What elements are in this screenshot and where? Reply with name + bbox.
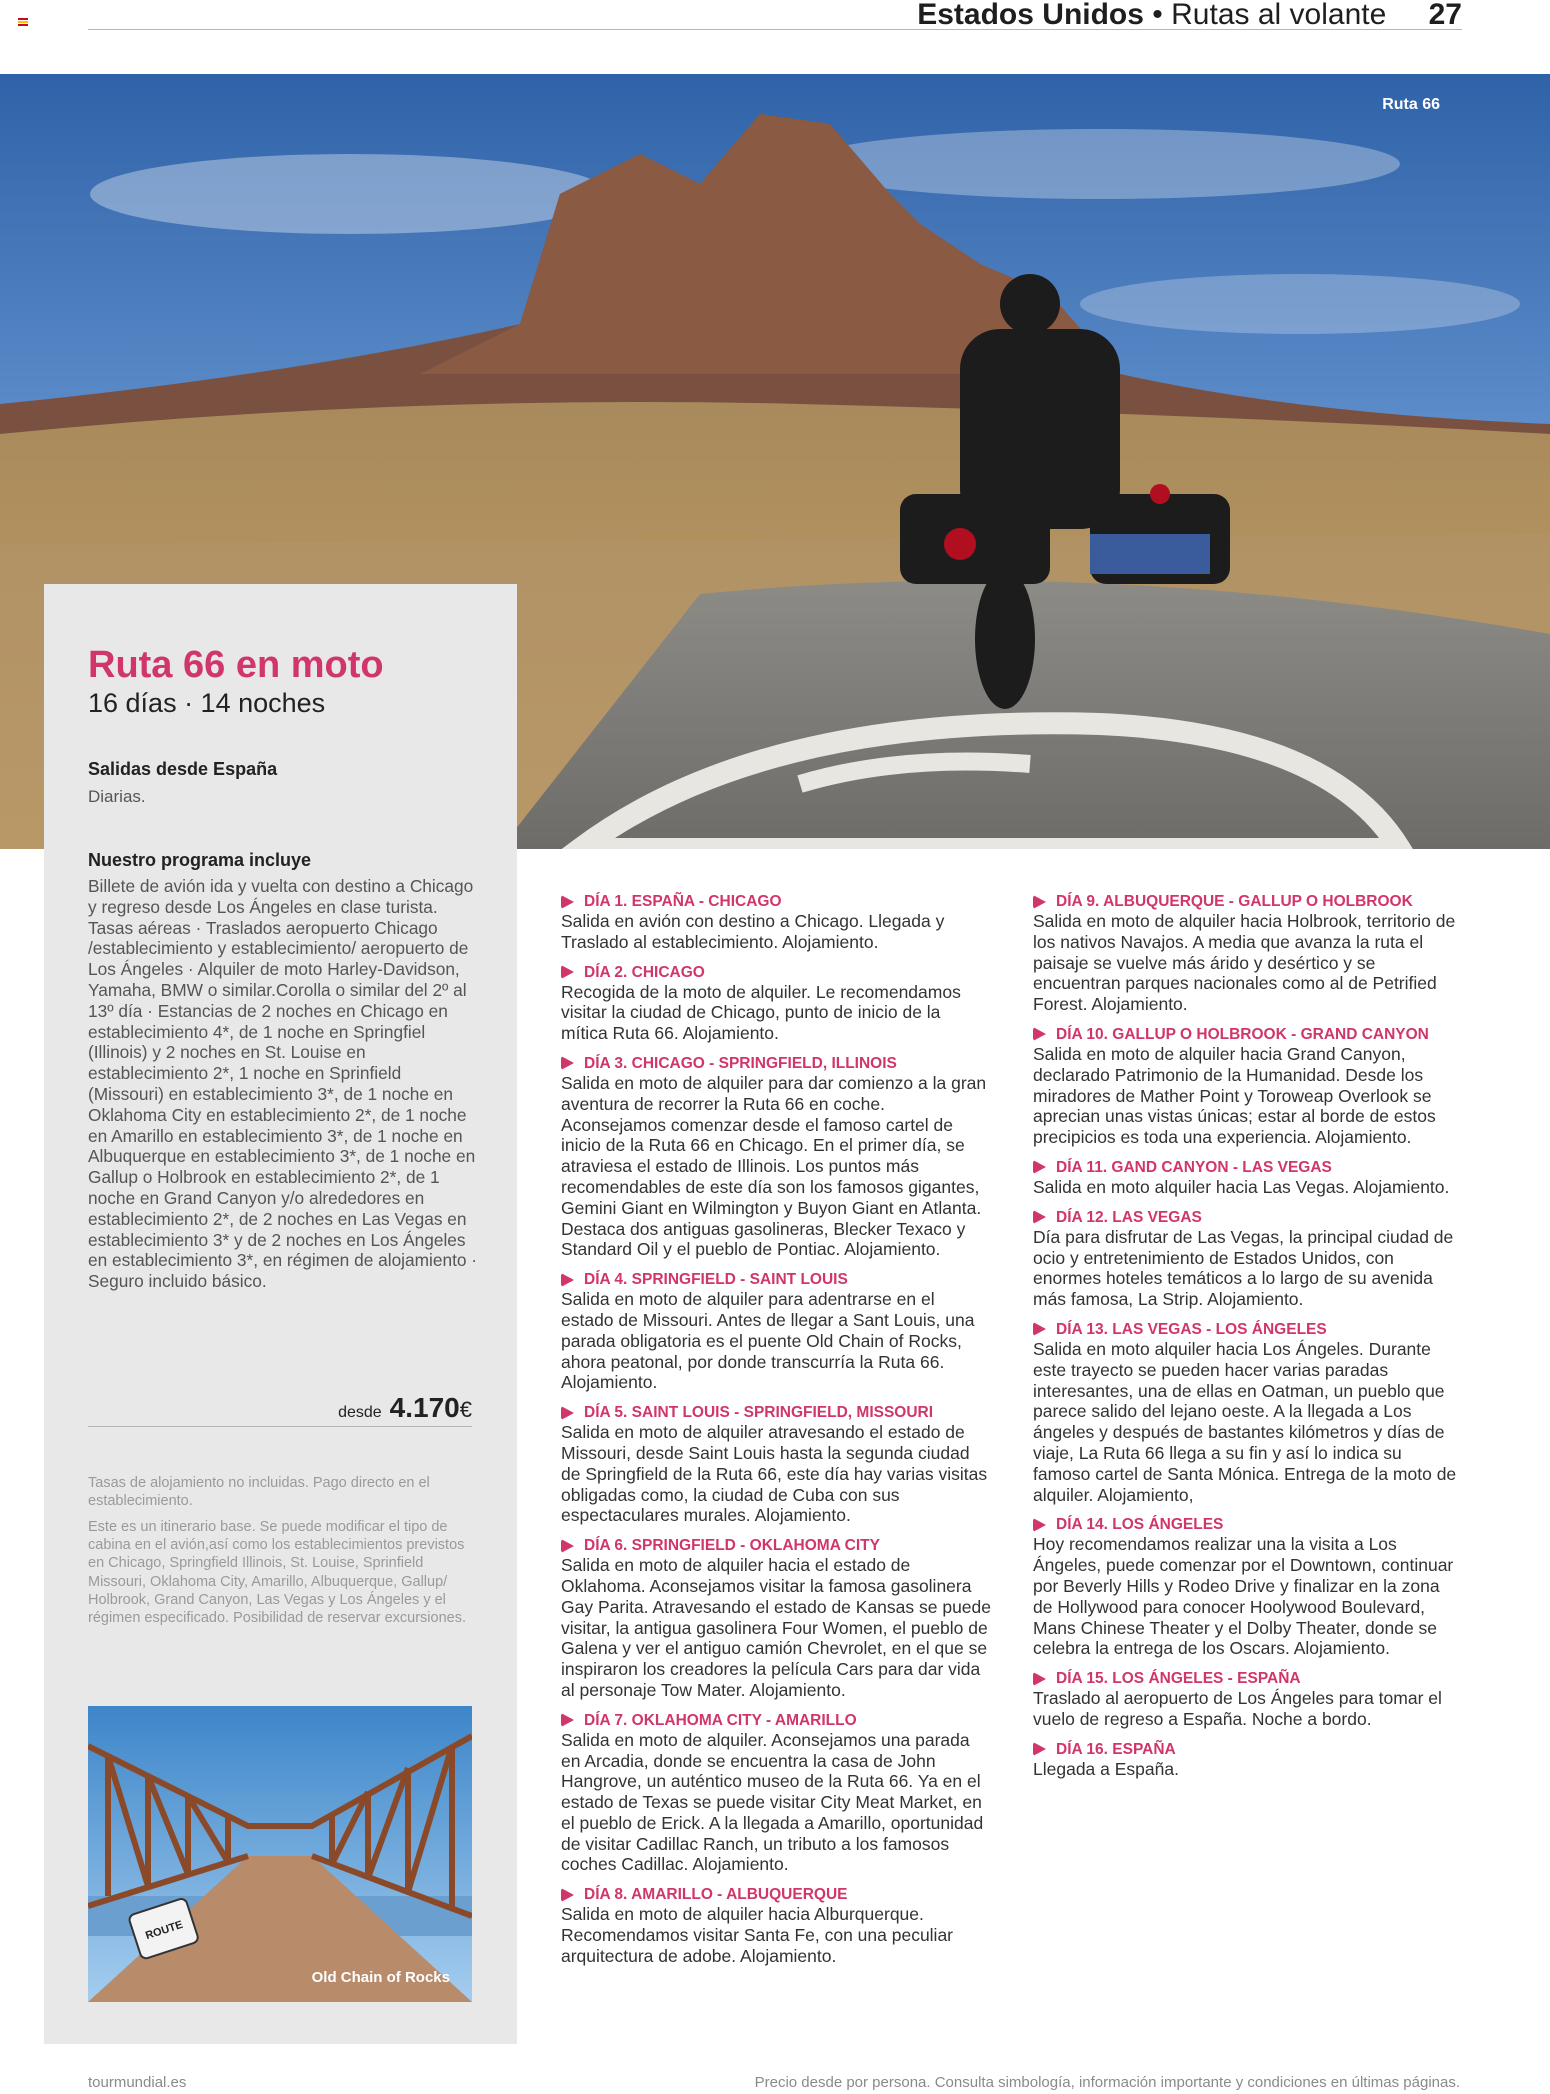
departures-text: Diarias. [88, 787, 146, 806]
day-title: DÍA 10. GALLUP O HOLBROOK - GRAND CANYON [1056, 1025, 1429, 1043]
bullet-arrow-icon [1033, 1027, 1046, 1041]
bullet-arrow-icon [561, 1539, 574, 1553]
itinerary-day [561, 963, 991, 1044]
hero-caption: Ruta 66 [1382, 96, 1440, 113]
program-heading: Nuestro programa incluye [88, 850, 312, 870]
day-text: Salida en moto de alquiler hacia el estado de Oklahoma. Aconsejamos visitar la famosa gasolinera Gay Parita. Atravesando el estado de Kansas se puede visitar, la antigua gasolinera Four Women, el pueblo de Galena y ver el antiguo camión Chevrolet, en el que se inspiraron los creadores la película Cars para dar vida al personaje Tow Mater. Alojamiento. [561, 1555, 992, 1700]
day-text: Salida en avión con destino a Chicago. Llegada y Traslado al establecimiento. Alojamiento. [561, 911, 945, 952]
day-title: DÍA 2. CHICAGO [584, 963, 705, 981]
bullet-arrow-icon [1033, 1160, 1046, 1174]
bullet-arrow-icon [561, 965, 574, 979]
day-title: DÍA 3. CHICAGO - SPRINGFIELD, ILLINOIS [584, 1054, 897, 1072]
day-title: DÍA 7. OKLAHOMA CITY - AMARILLO [584, 1711, 857, 1729]
day-text: Salida en moto de alquiler para adentrarse en el estado de Missouri. Antes de llegar a Sant Louis, una parada obligatoria es el puente Old Chain of Rocks, ahora peatonal, por donde transcurría la Ruta 66. Alojamiento. [561, 1289, 975, 1393]
day-title: DÍA 11. GAND CANYON - LAS VEGAS [1056, 1158, 1332, 1176]
price-currency: € [459, 1397, 472, 1422]
bullet-arrow-icon [1033, 1322, 1046, 1336]
day-title: DÍA 5. SAINT LOUIS - SPRINGFIELD, MISSOURI [584, 1404, 934, 1422]
day-title: DÍA 15. LOS ÁNGELES - ESPAÑA [1056, 1670, 1301, 1688]
bullet-arrow-icon [1033, 1672, 1046, 1686]
page-header [917, 0, 1462, 32]
itinerary-day [1033, 1515, 1463, 1659]
day-title: DÍA 8. AMARILLO - ALBUQUERQUE [584, 1886, 848, 1904]
itinerary-day [561, 1711, 991, 1876]
day-title: DÍA 16. ESPAÑA [1056, 1740, 1176, 1758]
day-text: Llegada a España. [1033, 1758, 1179, 1779]
tour-summary-card [44, 584, 517, 2044]
itinerary-day [1033, 1740, 1463, 1780]
bullet-arrow-icon [561, 1273, 574, 1287]
note-itinerary: Este es un itinerario base. Se puede modificar el tipo de cabina en el avión,así como los establecimientos previstos en Chicago, Springfield Illinois, St. Louise, Sprinfield Missouri, Oklahoma City, Amarillo, Albuquerque, Gallup/ Holbrook, Grand Canyon, Las Vegas y Los Ángeles y el régimen especificado. Posibilidad de reservar excursiones. [88, 1519, 466, 1627]
day-text: Salida en moto de alquiler atravesando el estado de Missouri, desde Saint Louis hasta la segunda ciudad de Springfield de la Ruta 66, este día hay varias visitas obligadas como, la ciudad de Cuba con sus espectaculares murales. Alojamiento. [561, 1422, 988, 1526]
bullet-arrow-icon [1033, 1742, 1046, 1756]
bridge-caption: Old Chain of Rocks [311, 1969, 450, 1986]
bullet-arrow-icon [561, 1406, 574, 1420]
price-prefix: desde [338, 1404, 382, 1421]
price-block [338, 1392, 472, 1424]
price-divider [88, 1426, 472, 1427]
day-text: Salida en moto de alquiler. Aconsejamos una parada en Arcadia, donde se encuentra la casa de John Hangrove, un auténtico museo de la Ruta 66. Ya en el estado de Texas se puede visitar City Meat Market, en el pueblo de Erick. A la llegada a Amarillo, oportunidad de visitar Cadillac Ranch, un tributo a los famosos coches Cadillac. Alojamiento. [561, 1729, 984, 1875]
bullet-arrow-icon [561, 1056, 574, 1070]
itinerary-column-left [561, 892, 991, 1977]
itinerary-day [561, 1403, 991, 1526]
bullet-arrow-icon [1033, 1210, 1046, 1224]
itinerary-day [1033, 1158, 1463, 1198]
tour-title: Ruta 66 en moto [88, 644, 384, 686]
day-text: Salida en moto alquiler hacia Las Vegas. Alojamiento. [1033, 1176, 1450, 1197]
header-section: Rutas al volante [1171, 0, 1387, 31]
itinerary-day [561, 1536, 991, 1701]
itinerary-day [561, 1885, 991, 1966]
day-title: DÍA 14. LOS ÁNGELES [1056, 1516, 1224, 1534]
bullet-arrow-icon [1033, 1518, 1046, 1532]
note-taxes: Tasas de alojamiento no incluidas. Pago directo en el establecimiento. [88, 1475, 430, 1509]
header-separator: • [1152, 0, 1163, 31]
day-text: Salida en moto de alquiler para dar comienzo a la gran aventura de recorrer la Ruta 66 en coche. Aconsejamos comenzar desde el famoso cartel de inicio de la Ruta 66 en Chicago. En el primer día, se atraviesa el estado de Illinois. Los puntos más recomendables de este día son los famosos gigantes, Gemini Giant en Wilmington y Buyon Giant en Atlanta. Destaca dos antiguas gasolineras, Blecker Texaco y Standard Oil y el pueblo de Pontiac. Alojamiento. [561, 1072, 987, 1260]
itinerary-day [1033, 1025, 1463, 1148]
day-title: DÍA 13. LAS VEGAS - LOS ÁNGELES [1056, 1320, 1327, 1338]
itinerary-day [1033, 1208, 1463, 1310]
bridge-photo [88, 1706, 472, 2002]
day-text: Salida en moto alquiler hacia Los Ángeles. Durante este trayecto se pueden hacer varias paradas interesantes, una de ellas en Oatman, un pueblo que parece salido del lejano oeste. A la llegada a Los ángeles y después de bastantes kilómetros y días de viaje, La Ruta 66 llega a su fin y así lo indica su famoso cartel de Santa Mónica. Entrega de la moto de alquiler. Alojamiento, [1033, 1338, 1457, 1505]
itinerary-column-right [1033, 892, 1463, 1790]
day-title: DÍA 9. ALBUQUERQUE - GALLUP O HOLBROOK [1056, 893, 1413, 910]
itinerary-day [1033, 1669, 1463, 1730]
day-text: Recogida de la moto de alquiler. Le recomendamos visitar la ciudad de Chicago, punto de inicio de la mítica Ruta 66. Alojamiento. [561, 981, 961, 1044]
price-amount: 4.170 [389, 1392, 460, 1423]
day-text: Salida en moto de alquiler hacia Holbrook, territorio de los nativos Navajos. A media que avanza la ruta el paisaje se vuelve más árido y desértico y se encuentran parques nacionales como al de Petrified Forest. Alojamiento. [1033, 911, 1456, 1015]
bullet-arrow-icon [561, 1713, 574, 1727]
bullet-arrow-icon [1033, 895, 1046, 909]
itinerary-day [1033, 1320, 1463, 1505]
itinerary-day [561, 892, 991, 953]
spain-flag-icon [18, 18, 28, 25]
bullet-arrow-icon [561, 1888, 574, 1902]
itinerary-day [561, 1270, 991, 1393]
footer-website-link[interactable]: tourmundial.es [88, 2074, 187, 2091]
departures-heading: Salidas desde España [88, 759, 278, 779]
day-text: Salida en moto de alquiler hacia Grand Canyon, declarado Patrimonio de la Humanidad. Desde los miradores de Mather Point y Toroweap Overlook se aprecian unas vistas únicas; estar al borde de estos precipicios es toda una experiencia. Alojamiento. [1033, 1043, 1436, 1148]
day-title: DÍA 4. SPRINGFIELD - SAINT LOUIS [584, 1271, 848, 1289]
bullet-arrow-icon [561, 895, 574, 909]
program-text: Billete de avión ida y vuelta con destino a Chicago y regreso desde Los Ángeles en clase turista. Tasas aéreas · Traslados aeropuerto Chicago /establecimiento y establecimiento/ aeropuerto de Los Ángeles · Alquiler de moto Harley-Davidson, Yamaha, BMW o similar.Corolla o similar del 2º al 13º día · Estancias de 2 noches en Chicago en establecimiento 4*, de 1 noche en Springfiel (Illinois) y 2 noches en St. Louise en establecimiento 2*, 1 noche en Sprinfield (Missouri) en establecimiento 3*, de 1 noche en Oklahoma City en establecimiento 2*, de 1 noche en Amarillo en establecimiento 3*, de 1 noche en Albuquerque en establecimiento 3*, de 1 noche en Gallup o Holbrook en establecimiento 2*, de 1 noche en Grand Canyon y/o alrededores en establecimiento 2*, de 2 noches en Las Vegas en establecimiento 3* y de 2 noches en Los Ángeles en establecimiento 3*, en régimen de alojamiento · Seguro incluido básico. [88, 876, 478, 1292]
page-number: 27 [1428, 0, 1462, 31]
header-country: Estados Unidos [917, 0, 1144, 31]
day-title: DÍA 12. LAS VEGAS [1056, 1208, 1202, 1226]
day-text: Salida en moto de alquiler hacia Alburquerque. Recomendamos visitar Santa Fe, con una peculiar arquitectura de adobe. Alojamiento. [561, 1904, 954, 1966]
day-title: DÍA 1. ESPAÑA - CHICAGO [584, 893, 782, 910]
itinerary-day [1033, 892, 1463, 1015]
itinerary-day [561, 1054, 991, 1260]
photo-sign: ROUTE [144, 1918, 185, 1943]
tour-duration: 16 días · 14 noches [88, 688, 326, 718]
day-text: Traslado al aeropuerto de Los Ángeles para tomar el vuelo de regreso a España. Noche a bordo. [1033, 1688, 1442, 1729]
footer-disclaimer: Precio desde por persona. Consulta simbología, información importante y condiciones en últimas páginas. [754, 2074, 1460, 2091]
day-text: Hoy recomendamos realizar una la visita a Los Ángeles, puede comenzar por el Downtown, continuar por Beverly Hills y Rodeo Drive y finalizar en la zona de Hollywood para conocer Hoolywood Boulevard, Mans Chinese Theater y el Dolby Theater, donde se celebra la entrega de los Oscars. Alojamiento. [1033, 1534, 1454, 1659]
day-title: DÍA 6. SPRINGFIELD - OKLAHOMA CITY [584, 1537, 880, 1555]
day-text: Día para disfrutar de Las Vegas, la principal ciudad de ocio y entretenimiento de Estados Unidos, con enormes hoteles temáticos a lo largo de su avenida más famosa, La Strip. Alojamiento. [1033, 1226, 1454, 1310]
